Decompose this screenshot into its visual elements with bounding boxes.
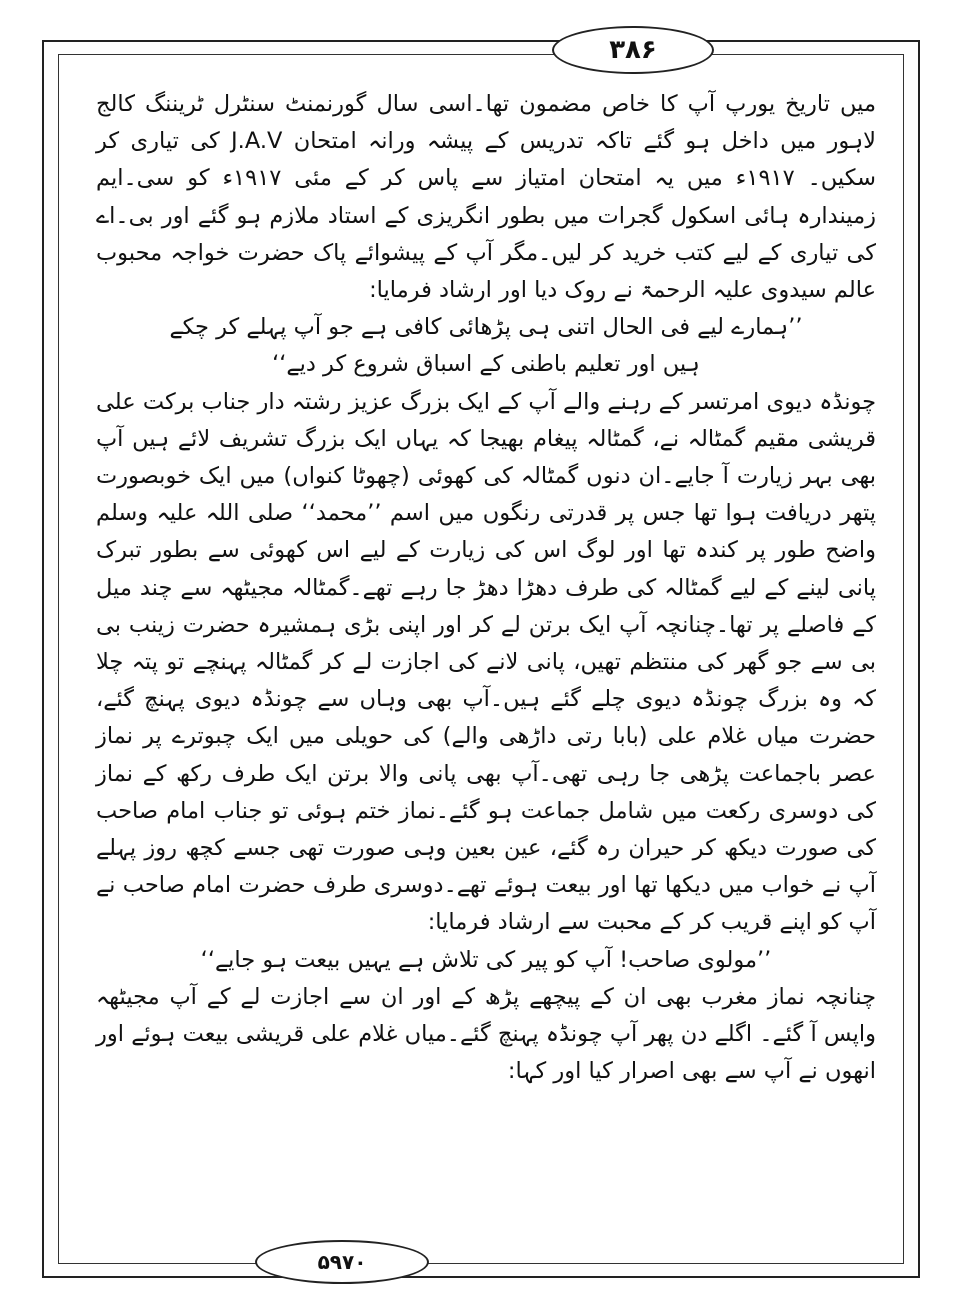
quote-1-line-2: ہیں اور تعلیم باطنی کے اسباق شروع کر دیے‘‘ <box>272 351 700 378</box>
paragraph-1: میں تاریخ یورپ آپ کا خاص مضمون تھا۔اسی سال گورنمنٹ سنٹرل ٹریننگ کالج لاہور میں داخل ہو گئے تاکہ تدریس کے پیشہ ورانہ امتحان J.A.V کی تیاری کر سکیں۔ ۱۹۱۷ء میں یہ امتحان امتیاز سے پاس کر کے مئی ۱۹۱۷ء کو سی۔ایم زمیندارہ ہائی اسکول گجرات میں بطور انگریزی کے استاد ملازم ہو گئے اور بی۔اے کی تیاری کے لیے کتب خرید کر لیں۔مگر آپ کے پیشوائے پاک حضرت خواجہ محبوب عالم سیدوی علیہ الرحمۃ نے روک دیا اور ارشاد فرمایا: <box>96 91 876 304</box>
page-number-bottom: ۵۹۷۰ <box>255 1240 429 1284</box>
body-text <box>96 86 876 1090</box>
page-number-top: ۳۸۶ <box>552 26 714 74</box>
quote-1-line-1: ’’ہمارے لیے فی الحال اتنی ہی پڑھائی کافی ہے جو آپ پہلے کر چکے <box>169 314 803 341</box>
quote-2: ’’مولوی صاحب! آپ کو پیر کی تلاش ہے یہیں بیعت ہو جایے‘‘ <box>200 946 772 973</box>
paragraph-3: چنانچہ نماز مغرب بھی ان کے پیچھے پڑھ کے اور ان سے اجازت لے کے آپ مجیٹھہ واپس آ گئے۔ اگلے دن پھر آپ چونڈہ پہنچ گئے۔میاں غلام علی قریشی بیعت ہوئے اور انھوں نے آپ سے بھی اصرار کیا اور کہا: <box>96 983 876 1085</box>
paragraph-2: چونڈہ دیوی امرتسر کے رہنے والے آپ کے ایک بزرگ عزیز رشتہ دار جناب برکت علی قریشی مقیم گمٹالہ نے، گمٹالہ پیغام بھیجا کہ یہاں ایک بزرگ تشریف لائے ہیں آپ بھی بہر زیارت آ جایے۔ان دنوں گمٹالہ کی کھوئی (چھوٹا کنواں) میں ایک خوبصورت پتھر دریافت ہوا تھا جس پر قدرتی رنگوں میں اسم ’’محمد‘‘ صلی اللہ علیہ وسلم واضح طور پر کندہ تھا اور لوگ اس کی زیارت کے لیے اس کھوئی سے بطور تبرک پانی لینے کے لیے گمٹالہ کی طرف دھڑا دھڑ جا رہے تھے۔گمٹالہ مجیٹھہ سے چند میل کے فاصلے پر تھا۔چنانچہ آپ ایک برتن لے کر اور اپنی بڑی ہمشیرہ حضرت زینب بی بی سے جو گھر کی منتظم تھیں، پانی لانے کی اجازت لے کر گمٹالہ پہنچے تو پتہ چلا کہ وہ بزرگ چونڈہ دیوی چلے گئے ہیں۔آپ بھی وہاں سے چونڈہ دیوی پہنچ گئے، حضرت میاں غلام علی (بابا رتی داڑھی والے) کی حویلی میں ایک چبوترے پر نماز عصر باجماعت پڑھی جا رہی تھی۔آپ بھی پانی والا برتن ایک طرف رکھ کے نماز کی دوسری رکعت میں شامل جماعت ہو گئے۔نماز ختم ہوئی تو جناب امام صاحب کی صورت دیکھ کر حیران رہ گئے، عین بعین وہی صورت تھی جسے کچھ روز پہلے آپ نے خواب میں دیکھا تھا اور بیعت ہوئے تھے۔دوسری طرف حضرت امام صاحب نے آپ کو اپنے قریب کر کے محبت سے ارشاد فرمایا: <box>96 388 876 936</box>
